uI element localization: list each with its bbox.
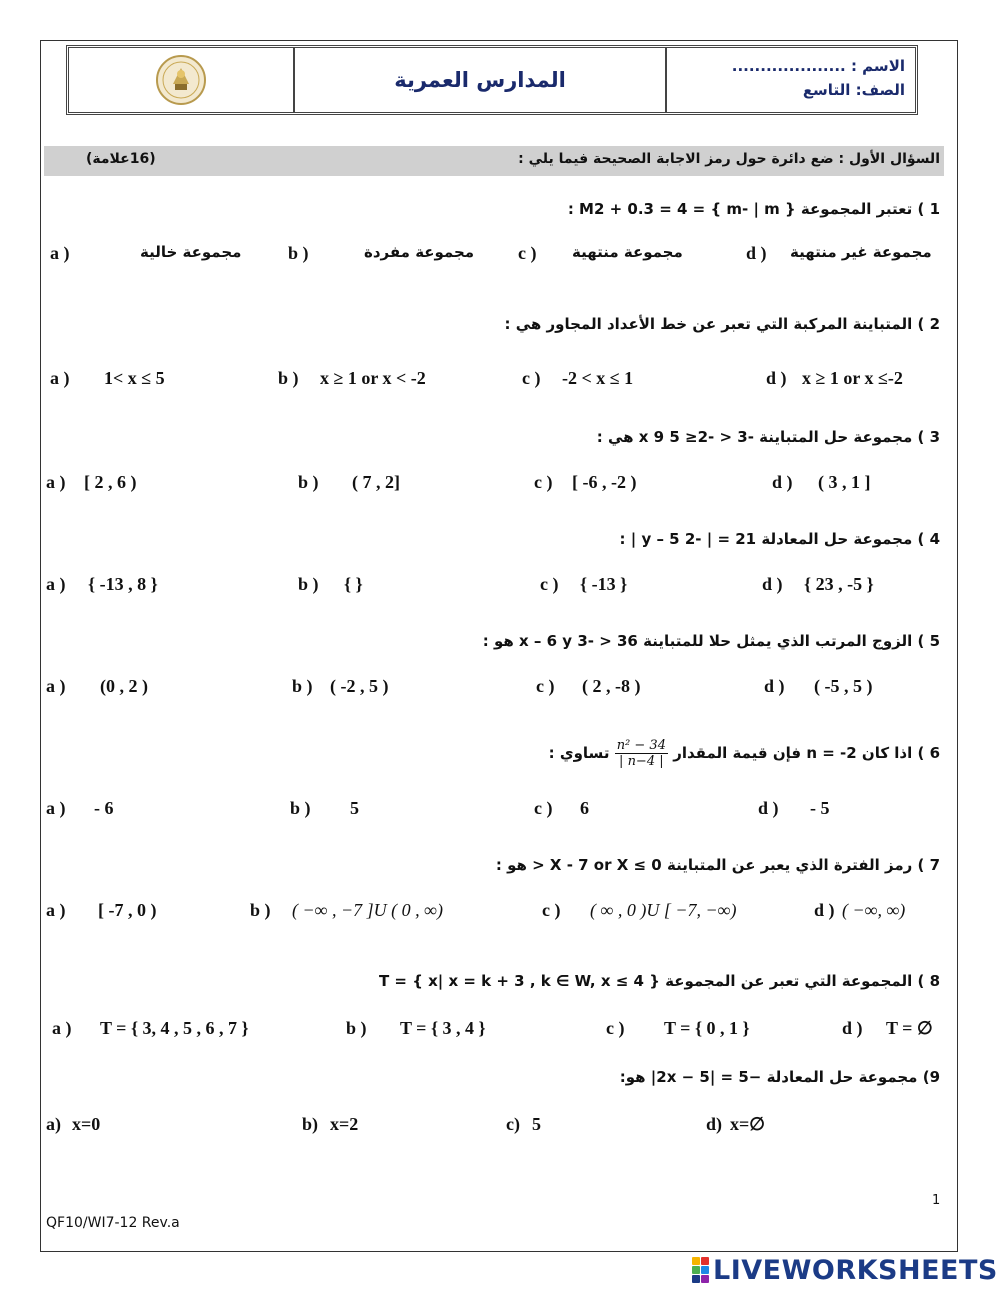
- brand-name: LIVEWORKSHEETS: [713, 1254, 998, 1286]
- grade-line: [667, 78, 905, 102]
- option-c-text[interactable]: ( ∞ , 0 )U [ −7, −∞): [590, 900, 737, 920]
- option-a-letter[interactable]: a ): [52, 1018, 72, 1038]
- fraction-numerator: n² − 34: [616, 738, 666, 753]
- question-prefix: 6 ) اذا كان n = -2 فإن قيمة المقدار: [673, 744, 940, 762]
- option-d-text[interactable]: ( −∞, ∞): [842, 900, 906, 920]
- option-a-letter[interactable]: a ): [50, 368, 70, 388]
- option-c-text[interactable]: مجموعة منتهية: [572, 243, 683, 261]
- option-b-text[interactable]: 5: [350, 798, 359, 818]
- question-text: 3 ) مجموعة حل المتباينة -3 < -2≤ 5 x 9 هي :: [596, 428, 940, 446]
- option-c-letter[interactable]: c ): [540, 574, 559, 594]
- option-b-letter[interactable]: b ): [298, 574, 319, 594]
- option-a-text[interactable]: { -13 , 8 }: [88, 574, 158, 594]
- option-a-letter[interactable]: a ): [46, 676, 66, 696]
- page-number: 1: [932, 1193, 941, 1208]
- option-b-text[interactable]: ( −∞ , −7 ]U ( 0 , ∞): [292, 900, 443, 920]
- option-d-text[interactable]: مجموعة غير منتهية: [790, 243, 932, 261]
- option-a-text[interactable]: T = { 3, 4 , 5 , 6 , 7 }: [100, 1018, 249, 1038]
- options-9: [44, 1112, 944, 1140]
- option-b-text[interactable]: x=2: [330, 1114, 359, 1134]
- option-c-text[interactable]: -2 < x ≤ 1: [562, 368, 634, 388]
- name-dots[interactable]: ....................: [731, 57, 846, 75]
- option-d-text[interactable]: - 5: [810, 798, 830, 818]
- school-logo-icon: [153, 54, 209, 106]
- question-1: [44, 196, 944, 224]
- option-c-text[interactable]: [ -6 , -2 ): [572, 472, 637, 492]
- question-2: [44, 311, 944, 339]
- options-3: [44, 470, 944, 498]
- option-b-text[interactable]: { }: [344, 574, 363, 594]
- option-c-letter[interactable]: c ): [606, 1018, 625, 1038]
- option-d-text[interactable]: T = ∅: [886, 1018, 933, 1038]
- option-b-letter[interactable]: b ): [346, 1018, 367, 1038]
- option-c-text[interactable]: { -13 }: [580, 574, 628, 594]
- option-b-letter[interactable]: b ): [278, 368, 299, 388]
- fraction-expression: [615, 738, 668, 769]
- option-c-letter[interactable]: c ): [534, 472, 553, 492]
- option-a-letter[interactable]: a): [46, 1114, 61, 1134]
- option-a-letter[interactable]: a ): [46, 574, 66, 594]
- question-9: [44, 1064, 944, 1092]
- option-a-text[interactable]: 1< x ≤ 5: [104, 368, 165, 388]
- question-3: [44, 424, 944, 452]
- option-c-letter[interactable]: c ): [534, 798, 553, 818]
- question-text: 4 ) مجموعة حل المعادلة 21 = | -2 y – 5 | :: [619, 530, 940, 548]
- option-b-letter[interactable]: b ): [298, 472, 319, 492]
- option-d-letter[interactable]: d ): [746, 243, 767, 263]
- option-c-letter[interactable]: c ): [522, 368, 541, 388]
- school-name: المدارس العمرية: [295, 48, 667, 112]
- options-1: [44, 241, 944, 269]
- option-a-text[interactable]: x=0: [72, 1114, 101, 1134]
- option-d-text[interactable]: { 23 , -5 }: [804, 574, 874, 594]
- name-label: الاسم :: [850, 57, 905, 75]
- option-a-text[interactable]: مجموعة خالية: [140, 243, 242, 261]
- name-line: [667, 54, 905, 78]
- options-8: [44, 1016, 944, 1044]
- option-b-letter[interactable]: b ): [290, 798, 311, 818]
- option-a-text[interactable]: - 6: [94, 798, 114, 818]
- grade-value: التاسع: [802, 81, 851, 99]
- option-a-letter[interactable]: a ): [46, 472, 66, 492]
- document-code: QF10/WI7-12 Rev.a: [46, 1215, 180, 1231]
- option-a-text[interactable]: (0 , 2 ): [100, 676, 148, 696]
- question-text: 2 ) المتباينة المركبة التي تعبر عن خط الأعداد المجاور هي :: [504, 315, 940, 333]
- option-a-letter[interactable]: a ): [46, 798, 66, 818]
- option-b-text[interactable]: ( -2 , 5 ): [330, 676, 389, 696]
- option-d-letter[interactable]: d ): [758, 798, 779, 818]
- section-header: [44, 146, 944, 176]
- options-7: [44, 898, 944, 926]
- option-c-letter[interactable]: c ): [536, 676, 555, 696]
- grade-label: الصف:: [855, 81, 905, 99]
- option-b-text[interactable]: T = { 3 , 4 }: [400, 1018, 486, 1038]
- option-b-text[interactable]: x ≥ 1 or x < -2: [320, 368, 426, 388]
- option-a-letter[interactable]: a ): [50, 243, 70, 263]
- option-d-letter[interactable]: d ): [772, 472, 793, 492]
- question-5: [44, 628, 944, 656]
- option-b-letter[interactable]: b ): [288, 243, 309, 263]
- option-a-letter[interactable]: a ): [46, 900, 66, 920]
- option-d-text[interactable]: ( -5 , 5 ): [814, 676, 873, 696]
- header-table: [66, 45, 918, 115]
- question-text: 1 ) تعتبر المجموعة { m- | m } = M2 + 0.3 = 4 :: [567, 200, 940, 218]
- question-suffix: تساوي :: [548, 744, 610, 762]
- options-6: [44, 796, 944, 824]
- question-text: 7 ) رمز الفترة الذي يعبر عن المتباينة X - 7 or X ≤ 0 < هو :: [495, 856, 940, 874]
- liveworksheets-grid-icon: [692, 1257, 710, 1283]
- option-c-text[interactable]: 6: [580, 798, 589, 818]
- option-d-letter[interactable]: d ): [842, 1018, 863, 1038]
- option-b-text[interactable]: مجموعة مفردة: [364, 243, 475, 261]
- options-4: [44, 572, 944, 600]
- option-c-letter[interactable]: c ): [542, 900, 561, 920]
- option-d-text[interactable]: ( 3 , 1 ]: [818, 472, 871, 492]
- option-d-letter[interactable]: d ): [766, 368, 787, 388]
- question-4: [44, 526, 944, 554]
- option-b-letter[interactable]: b): [302, 1114, 319, 1134]
- option-d-letter[interactable]: d ): [764, 676, 785, 696]
- option-b-text[interactable]: ( 7 , 2]: [352, 472, 400, 492]
- option-d-text[interactable]: x=∅: [730, 1114, 765, 1134]
- question-text: 8 ) المجموعة التي تعبر عن المجموعة { T = { x| x = k + 3 , k ∈ W, x ≤ 4: [378, 972, 940, 990]
- option-a-text[interactable]: [ -7 , 0 ): [98, 900, 157, 920]
- option-c-text[interactable]: ( 2 , -8 ): [582, 676, 641, 696]
- options-5: [44, 674, 944, 702]
- option-d-text[interactable]: x ≥ 1 or x ≤-2: [802, 368, 903, 388]
- option-c-text[interactable]: T = { 0 , 1 }: [664, 1018, 750, 1038]
- option-d-letter[interactable]: d ): [814, 900, 835, 920]
- question-text: 5 ) الزوج المرتب الذي يمثل حلا للمتباينة 36 < -3 x – 6 y هو :: [482, 632, 940, 650]
- question-8: [44, 968, 944, 996]
- liveworksheets-logo: [692, 1254, 998, 1286]
- question-text: 9) مجموعة حل المعادلة −5 = |2x − 5| هو:: [619, 1068, 940, 1086]
- school-logo-cell: [69, 48, 295, 112]
- fraction-denominator: | n−4 |: [619, 754, 664, 769]
- option-b-letter[interactable]: b ): [292, 676, 313, 696]
- option-a-text[interactable]: [ 2 , 6 ): [84, 472, 137, 492]
- option-c-text[interactable]: 5: [532, 1114, 541, 1134]
- option-d-letter[interactable]: d ): [762, 574, 783, 594]
- option-d-letter[interactable]: d): [706, 1114, 723, 1134]
- section-marks: (16علامة): [86, 151, 156, 167]
- student-info: [667, 48, 915, 112]
- option-c-letter[interactable]: c): [506, 1114, 520, 1134]
- question-6: [44, 732, 944, 774]
- question-text: [549, 738, 940, 769]
- option-b-letter[interactable]: b ): [250, 900, 271, 920]
- option-c-letter[interactable]: c ): [518, 243, 537, 263]
- question-7: [44, 852, 944, 880]
- section-question-title: السؤال الأول : ضع دائرة حول رمز الاجابة الصحيحة فيما يلي :: [518, 151, 940, 167]
- options-2: [44, 366, 944, 394]
